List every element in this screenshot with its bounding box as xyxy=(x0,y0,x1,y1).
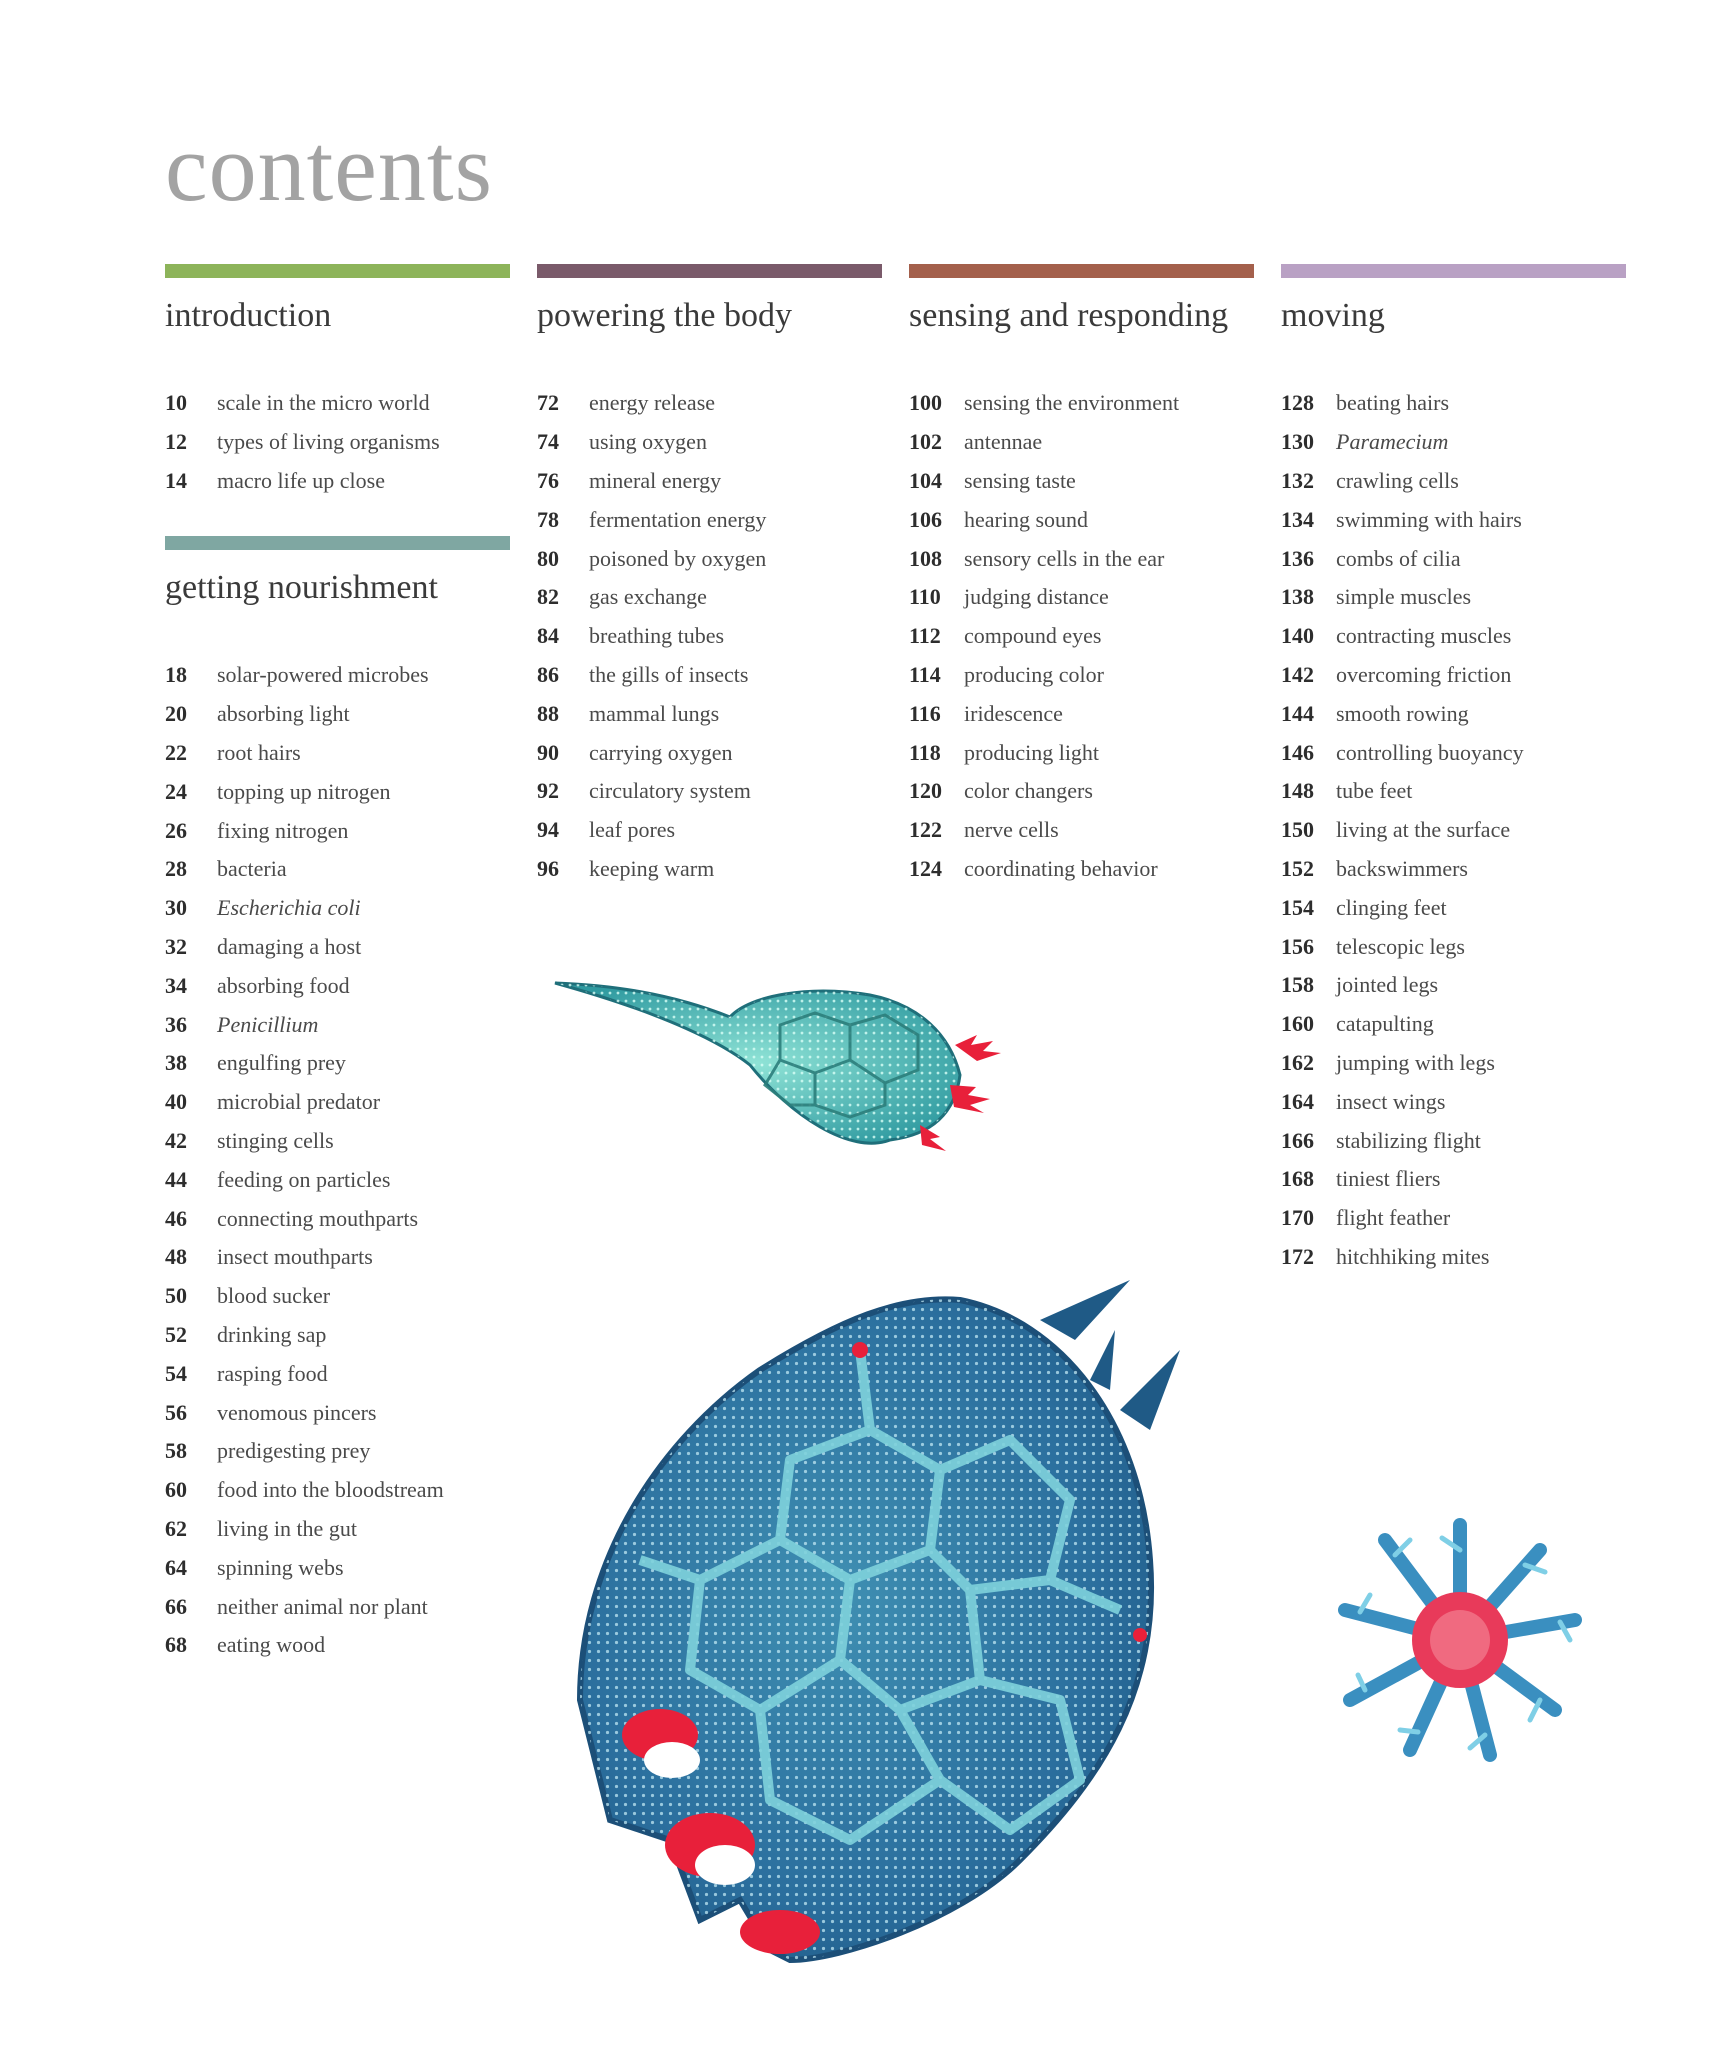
section-sensing-and-responding xyxy=(909,264,1254,881)
toc-entry[interactable] xyxy=(1281,694,1626,733)
toc-entry-title: hearing sound xyxy=(964,506,1089,532)
toc-page-number: 80 xyxy=(537,545,559,571)
toc-entry-title: clinging feet xyxy=(1336,894,1447,920)
toc-page-number: 104 xyxy=(909,467,942,493)
section-introduction xyxy=(165,264,510,493)
toc-entry[interactable] xyxy=(909,850,1254,889)
toc-entry-title: beating hairs xyxy=(1336,390,1450,416)
toc-page-number: 10 xyxy=(165,390,187,416)
toc-list xyxy=(165,656,510,1665)
toc-entry[interactable] xyxy=(165,850,510,889)
toc-entry[interactable] xyxy=(165,889,510,928)
toc-entry[interactable] xyxy=(537,656,882,695)
toc-entry-title: breathing tubes xyxy=(589,623,725,649)
toc-entry[interactable] xyxy=(165,966,510,1005)
toc-entry[interactable] xyxy=(537,384,882,423)
toc-page-number: 88 xyxy=(537,700,559,726)
toc-entry-title: using oxygen xyxy=(589,429,707,455)
toc-entry-title: feeding on particles xyxy=(217,1166,391,1192)
toc-entry-title: neither animal nor plant xyxy=(217,1593,428,1619)
toc-page-number: 54 xyxy=(165,1360,187,1386)
toc-page-number: 124 xyxy=(909,855,942,881)
toc-page-number: 96 xyxy=(537,855,559,881)
toc-entry-title: nerve cells xyxy=(964,817,1059,843)
toc-entry[interactable] xyxy=(537,500,882,539)
toc-entry[interactable] xyxy=(1281,578,1626,617)
toc-page-number: 130 xyxy=(1281,429,1314,455)
toc-page-number: 148 xyxy=(1281,778,1314,804)
toc-entry-title: combs of cilia xyxy=(1336,545,1461,571)
toc-page-number: 72 xyxy=(537,390,559,416)
toc-page-number: 128 xyxy=(1281,390,1314,416)
toc-entry[interactable] xyxy=(1281,1005,1626,1044)
toc-entry-title: rasping food xyxy=(217,1360,328,1386)
toc-entry-title: tiniest fliers xyxy=(1336,1166,1441,1192)
toc-entry-title: compound eyes xyxy=(964,623,1102,649)
toc-entry[interactable] xyxy=(909,656,1254,695)
toc-entry-title: living in the gut xyxy=(217,1515,357,1541)
toc-entry[interactable] xyxy=(165,1510,510,1549)
toc-list xyxy=(909,384,1254,888)
toc-entry-title: tube feet xyxy=(1336,778,1413,804)
toc-entry[interactable] xyxy=(1281,462,1626,501)
toc-page-number: 26 xyxy=(165,817,187,843)
toc-entry[interactable] xyxy=(165,1626,510,1665)
toc-entry-title: stabilizing flight xyxy=(1336,1127,1481,1153)
toc-page-number: 66 xyxy=(165,1593,187,1619)
toc-list xyxy=(165,384,510,500)
toc-entry[interactable] xyxy=(537,539,882,578)
star-micro-organism-image xyxy=(1330,1510,1590,1770)
toc-entry[interactable] xyxy=(165,1548,510,1587)
toc-entry[interactable] xyxy=(1281,1082,1626,1121)
toc-page-number: 56 xyxy=(165,1399,187,1425)
toc-entry[interactable] xyxy=(537,811,882,850)
toc-page-number: 50 xyxy=(165,1283,187,1309)
toc-entry-title: fixing nitrogen xyxy=(217,817,349,843)
toc-entry[interactable] xyxy=(165,1354,510,1393)
section-getting-nourishment xyxy=(165,536,510,1658)
toc-page-number: 160 xyxy=(1281,1011,1314,1037)
toc-page-number: 58 xyxy=(165,1438,187,1464)
toc-page-number: 166 xyxy=(1281,1127,1314,1153)
toc-entry-title: the gills of insects xyxy=(589,661,749,687)
toc-page-number: 90 xyxy=(537,739,559,765)
toc-entry-title: sensory cells in the ear xyxy=(964,545,1165,571)
toc-entry[interactable] xyxy=(1281,1121,1626,1160)
toc-entry[interactable] xyxy=(537,733,882,772)
toc-entry-title: bacteria xyxy=(217,856,287,882)
toc-entry-title: fermentation energy xyxy=(589,506,767,532)
toc-entry-title: eating wood xyxy=(217,1632,326,1658)
toc-page-number: 34 xyxy=(165,972,187,998)
toc-entry-title: crawling cells xyxy=(1336,467,1459,493)
toc-entry-title: controlling buoyancy xyxy=(1336,739,1524,765)
toc-page-number: 144 xyxy=(1281,700,1314,726)
toc-page-number: 68 xyxy=(165,1632,187,1658)
toc-entry-title: jumping with legs xyxy=(1336,1049,1495,1075)
toc-entry-title: absorbing food xyxy=(217,972,350,998)
toc-page-number: 112 xyxy=(909,623,941,649)
section-heading: getting nourishment xyxy=(165,569,438,606)
toc-page-number: 150 xyxy=(1281,817,1314,843)
toc-entry[interactable] xyxy=(537,462,882,501)
toc-entry[interactable] xyxy=(909,772,1254,811)
toc-page-number: 44 xyxy=(165,1166,187,1192)
toc-entry[interactable] xyxy=(909,617,1254,656)
toc-page-number: 132 xyxy=(1281,467,1314,493)
toc-entry[interactable] xyxy=(1281,617,1626,656)
toc-entry[interactable] xyxy=(1281,1199,1626,1238)
toc-entry-title: venomous pincers xyxy=(217,1399,377,1425)
toc-entry-title: energy release xyxy=(589,390,716,416)
toc-page-number: 62 xyxy=(165,1515,187,1541)
toc-entry[interactable] xyxy=(537,694,882,733)
toc-page-number: 116 xyxy=(909,700,941,726)
toc-entry-title: poisoned by oxygen xyxy=(589,545,767,571)
toc-entry[interactable] xyxy=(537,772,882,811)
section-heading: introduction xyxy=(165,297,332,334)
toc-entry[interactable] xyxy=(165,1587,510,1626)
toc-entry-title: iridescence xyxy=(964,700,1063,726)
toc-entry-title: simple muscles xyxy=(1336,584,1472,610)
toc-entry-title: color changers xyxy=(964,778,1093,804)
toc-entry-title: circulatory system xyxy=(589,778,751,804)
toc-page-number: 38 xyxy=(165,1050,187,1076)
toc-entry-title: mineral energy xyxy=(589,467,722,493)
section-heading: sensing and responding xyxy=(909,297,1229,334)
toc-entry-title: damaging a host xyxy=(217,933,362,959)
toc-entry[interactable] xyxy=(165,928,510,967)
toc-entry[interactable] xyxy=(909,578,1254,617)
toc-page-number: 122 xyxy=(909,817,942,843)
toc-entry[interactable] xyxy=(1281,966,1626,1005)
toc-page-number: 48 xyxy=(165,1244,187,1270)
toc-entry[interactable] xyxy=(165,695,510,734)
section-heading: moving xyxy=(1281,297,1385,334)
toc-entry-title: drinking sap xyxy=(217,1321,327,1347)
toc-entry-title: antennae xyxy=(964,429,1043,455)
toc-entry-title: judging distance xyxy=(964,584,1109,610)
toc-entry-title: stinging cells xyxy=(217,1127,334,1153)
toc-entry[interactable] xyxy=(1281,500,1626,539)
toc-page-number: 20 xyxy=(165,701,187,727)
toc-page-number: 46 xyxy=(165,1205,187,1231)
toc-entry-title: coordinating behavior xyxy=(964,855,1158,881)
toc-page-number: 76 xyxy=(537,467,559,493)
toc-entry[interactable] xyxy=(165,1122,510,1161)
toc-entry[interactable] xyxy=(1281,1160,1626,1199)
toc-entry-title: producing light xyxy=(964,739,1100,765)
toc-entry[interactable] xyxy=(1281,539,1626,578)
toc-entry[interactable] xyxy=(1281,1238,1626,1277)
toc-page-number: 134 xyxy=(1281,506,1314,532)
toc-entry[interactable] xyxy=(165,656,510,695)
section-powering-the-body xyxy=(537,264,882,881)
toc-entry[interactable] xyxy=(909,462,1254,501)
toc-entry-title: flight feather xyxy=(1336,1205,1451,1231)
toc-page-number: 60 xyxy=(165,1477,187,1503)
toc-entry-title: contracting muscles xyxy=(1336,623,1512,649)
toc-entry[interactable] xyxy=(909,539,1254,578)
toc-entry-title: sensing taste xyxy=(964,467,1076,493)
toc-page-number: 118 xyxy=(909,739,941,765)
toc-list xyxy=(1281,384,1626,1276)
toc-page-number: 64 xyxy=(165,1554,187,1580)
toc-entry[interactable] xyxy=(909,694,1254,733)
toc-entry-title: hitchhiking mites xyxy=(1336,1243,1490,1269)
section-color-bar xyxy=(537,264,882,278)
toc-page-number: 162 xyxy=(1281,1049,1314,1075)
toc-page-number: 158 xyxy=(1281,972,1314,998)
toc-entry-title: food into the bloodstream xyxy=(217,1477,444,1503)
toc-entry[interactable] xyxy=(165,1005,510,1044)
toc-entry[interactable] xyxy=(1281,772,1626,811)
toc-entry[interactable] xyxy=(537,578,882,617)
toc-entry[interactable] xyxy=(909,423,1254,462)
toc-entry[interactable] xyxy=(1281,656,1626,695)
toc-entry[interactable] xyxy=(165,811,510,850)
toc-entry-title: insect mouthparts xyxy=(217,1244,373,1270)
toc-entry[interactable] xyxy=(165,1160,510,1199)
toc-page-number: 154 xyxy=(1281,894,1314,920)
toc-entry-title: sensing the environment xyxy=(964,390,1180,416)
toc-entry[interactable] xyxy=(165,462,510,501)
toc-entry[interactable] xyxy=(165,1199,510,1238)
toc-page-number: 86 xyxy=(537,661,559,687)
toc-entry-title: swimming with hairs xyxy=(1336,506,1522,532)
toc-page-number: 100 xyxy=(909,390,942,416)
toc-page-number: 120 xyxy=(909,778,942,804)
toc-entry-title: overcoming friction xyxy=(1336,661,1512,687)
toc-page-number: 156 xyxy=(1281,933,1314,959)
toc-entry-title: gas exchange xyxy=(589,584,707,610)
toc-page-number: 30 xyxy=(165,895,187,921)
toc-entry[interactable] xyxy=(165,1083,510,1122)
toc-page-number: 42 xyxy=(165,1127,187,1153)
toc-entry[interactable] xyxy=(909,733,1254,772)
toc-entry-title: telescopic legs xyxy=(1336,933,1465,959)
toc-entry-title: carrying oxygen xyxy=(589,739,733,765)
toc-entry[interactable] xyxy=(1281,927,1626,966)
toc-page-number: 36 xyxy=(165,1011,187,1037)
toc-entry-title: smooth rowing xyxy=(1336,700,1469,726)
toc-page-number: 164 xyxy=(1281,1088,1314,1114)
toc-page-number: 142 xyxy=(1281,661,1314,687)
toc-page-number: 172 xyxy=(1281,1243,1314,1269)
toc-entry[interactable] xyxy=(165,1316,510,1355)
page-title: contents xyxy=(165,114,493,221)
toc-entry[interactable] xyxy=(165,734,510,773)
toc-entry[interactable] xyxy=(165,1277,510,1316)
toc-page-number: 22 xyxy=(165,739,187,765)
toc-entry-title: producing color xyxy=(964,661,1104,687)
toc-entry[interactable] xyxy=(165,772,510,811)
toc-page-number: 108 xyxy=(909,545,942,571)
toc-entry-title: Escherichia coli xyxy=(217,895,361,921)
toc-page-number: 102 xyxy=(909,429,942,455)
toc-page-number: 82 xyxy=(537,584,559,610)
toc-entry-title: connecting mouthparts xyxy=(217,1205,419,1231)
toc-entry-title: catapulting xyxy=(1336,1011,1434,1037)
toc-entry[interactable] xyxy=(165,1432,510,1471)
toc-page-number: 92 xyxy=(537,778,559,804)
toc-page-number: 74 xyxy=(537,429,559,455)
toc-page-number: 18 xyxy=(165,662,187,688)
toc-entry[interactable] xyxy=(1281,888,1626,927)
toc-entry[interactable] xyxy=(1281,850,1626,889)
toc-page-number: 84 xyxy=(537,623,559,649)
toc-entry[interactable] xyxy=(537,423,882,462)
section-color-bar xyxy=(909,264,1254,278)
toc-page-number: 170 xyxy=(1281,1205,1314,1231)
section-color-bar xyxy=(1281,264,1626,278)
toc-page-number: 24 xyxy=(165,778,187,804)
section-heading: powering the body xyxy=(537,297,792,334)
toc-entry-title: jointed legs xyxy=(1336,972,1439,998)
toc-entry-title: root hairs xyxy=(217,739,301,765)
toc-entry-title: absorbing light xyxy=(217,701,350,727)
toc-list xyxy=(537,384,882,888)
toc-page-number: 94 xyxy=(537,817,559,843)
toc-page-number: 140 xyxy=(1281,623,1314,649)
toc-page-number: 138 xyxy=(1281,584,1314,610)
toc-entry[interactable] xyxy=(165,1471,510,1510)
toc-entry[interactable] xyxy=(165,1238,510,1277)
toc-entry[interactable] xyxy=(909,500,1254,539)
toc-entry[interactable] xyxy=(909,384,1254,423)
toc-page-number: 114 xyxy=(909,661,941,687)
toc-entry-title: microbial predator xyxy=(217,1089,381,1115)
toc-entry[interactable] xyxy=(909,811,1254,850)
toc-page-number: 52 xyxy=(165,1321,187,1347)
toc-page-number: 14 xyxy=(165,467,187,493)
toc-entry[interactable] xyxy=(165,384,510,423)
toc-entry[interactable] xyxy=(165,423,510,462)
toc-entry-title: blood sucker xyxy=(217,1283,331,1309)
toc-page-number: 136 xyxy=(1281,545,1314,571)
small-micro-organism-image xyxy=(550,965,1050,1185)
toc-page-number: 40 xyxy=(165,1089,187,1115)
toc-entry-title: keeping warm xyxy=(589,855,715,881)
toc-entry[interactable] xyxy=(1281,733,1626,772)
large-micro-organism-image xyxy=(540,1260,1260,1980)
toc-page-number: 106 xyxy=(909,506,942,532)
toc-entry-title: insect wings xyxy=(1336,1088,1446,1114)
toc-entry-title: scale in the micro world xyxy=(217,390,430,416)
toc-entry-title: living at the surface xyxy=(1336,817,1511,843)
toc-entry-title: Penicillium xyxy=(217,1011,319,1037)
toc-entry-title: solar-powered microbes xyxy=(217,662,429,688)
toc-entry[interactable] xyxy=(1281,811,1626,850)
toc-entry-title: engulfing prey xyxy=(217,1050,346,1076)
toc-entry-title: backswimmers xyxy=(1336,855,1468,881)
toc-entry[interactable] xyxy=(1281,1044,1626,1083)
toc-entry[interactable] xyxy=(537,617,882,656)
toc-page-number: 152 xyxy=(1281,855,1314,881)
toc-entry[interactable] xyxy=(1281,384,1626,423)
toc-page-number: 28 xyxy=(165,856,187,882)
toc-page-number: 12 xyxy=(165,429,187,455)
toc-entry-title: mammal lungs xyxy=(589,700,720,726)
toc-entry-title: topping up nitrogen xyxy=(217,778,391,804)
toc-entry-title: Paramecium xyxy=(1336,429,1449,455)
toc-page-number: 168 xyxy=(1281,1166,1314,1192)
toc-entry-title: macro life up close xyxy=(217,467,385,493)
section-color-bar xyxy=(165,536,510,550)
toc-entry[interactable] xyxy=(165,1044,510,1083)
toc-entry-title: leaf pores xyxy=(589,817,676,843)
toc-page-number: 78 xyxy=(537,506,559,532)
toc-entry-title: spinning webs xyxy=(217,1554,344,1580)
toc-page-number: 32 xyxy=(165,933,187,959)
toc-entry[interactable] xyxy=(1281,423,1626,462)
toc-entry[interactable] xyxy=(537,850,882,889)
section-moving xyxy=(1281,264,1626,1269)
toc-entry-title: types of living organisms xyxy=(217,429,440,455)
toc-entry[interactable] xyxy=(165,1393,510,1432)
toc-entry-title: predigesting prey xyxy=(217,1438,371,1464)
toc-page-number: 110 xyxy=(909,584,941,610)
toc-page-number: 146 xyxy=(1281,739,1314,765)
section-color-bar xyxy=(165,264,510,278)
